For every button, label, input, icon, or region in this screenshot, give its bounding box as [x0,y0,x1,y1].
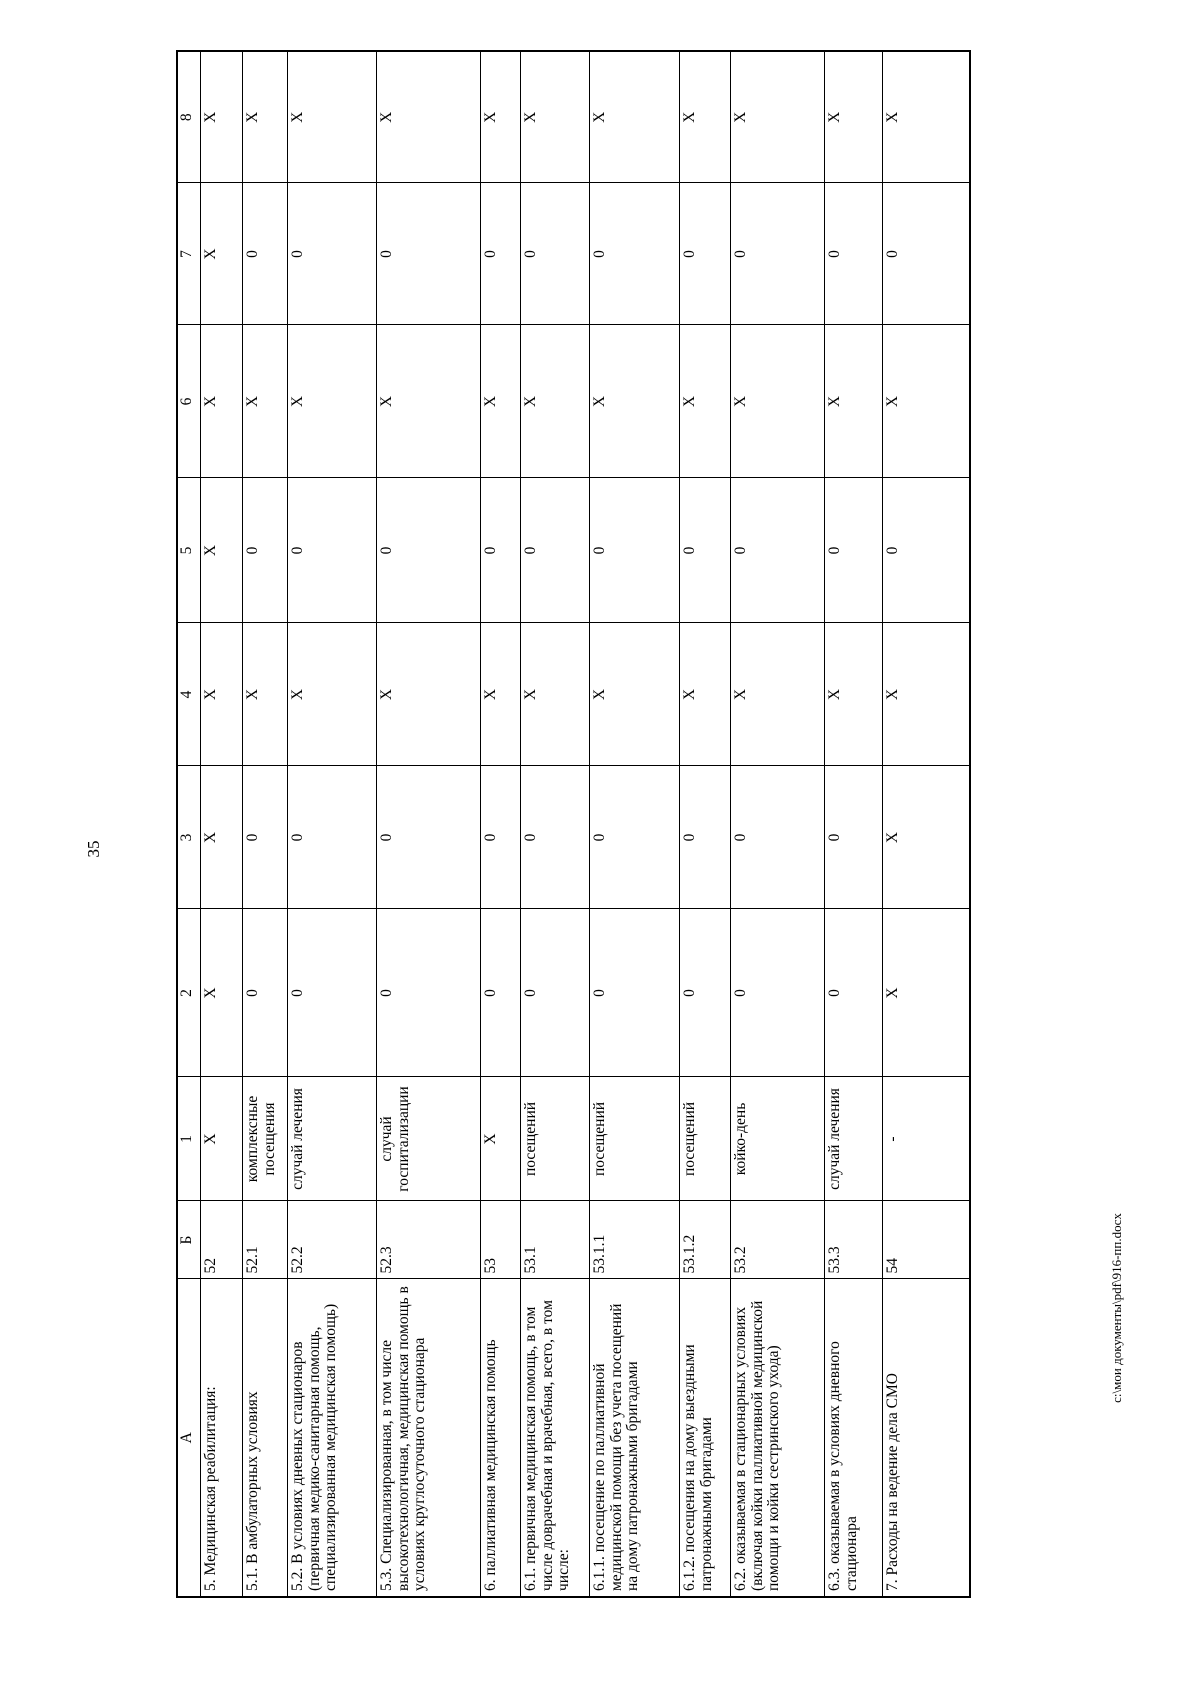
row-value-cell: Х [680,325,731,478]
row-name-cell: 6. паллиативная медицинская помощь [481,1279,521,1597]
row-value-cell: 0 [377,909,481,1077]
header-col-4: 4 [177,623,201,766]
row-value-cell: 0 [680,766,731,909]
row-name-cell: 6.1.1. посещение по паллиативной медицинской помощи без учета посещений на дому патронажными бригадами [590,1279,680,1597]
row-unit-cell: посещений [590,1077,680,1201]
row-code-cell: 53.3 [825,1201,883,1279]
row-name-cell: 5.2. В условиях дневных стационаров (первичная медико-санитарная помощь, специализированная медицинская помощь) [288,1279,377,1597]
row-value-cell: Х [680,623,731,766]
row-code-cell: 52.3 [377,1201,481,1279]
row-value-cell: Х [825,623,883,766]
row-value-cell: 0 [825,766,883,909]
row-name-cell: 7. Расходы на ведение дела СМО [883,1279,970,1597]
header-col-8: 8 [177,51,201,183]
row-name-cell: 5. Медицинская реабилитация: [201,1279,243,1597]
header-col-b: Б [177,1201,201,1279]
row-value-cell: 0 [731,909,825,1077]
row-value-cell: Х [731,51,825,183]
row-value-cell: 0 [288,183,377,325]
row-value-cell: Х [883,51,970,183]
row-value-cell: Х [521,623,590,766]
row-code-cell: 52.1 [243,1201,288,1279]
table-row [481,51,521,1597]
row-value-cell: Х [883,766,970,909]
row-value-cell: 0 [521,766,590,909]
row-value-cell: 0 [590,478,680,623]
row-value-cell: 0 [590,183,680,325]
row-name-cell: 5.1. В амбулаторных условиях [243,1279,288,1597]
row-value-cell: Х [590,623,680,766]
table-row [201,51,243,1597]
row-value-cell: Х [481,623,521,766]
row-unit-cell: - [883,1077,970,1201]
row-value-cell: Х [288,325,377,478]
row-code-cell: 53.1.1 [590,1201,680,1279]
row-value-cell: Х [243,623,288,766]
row-value-cell: Х [201,478,243,623]
row-value-cell: Х [680,51,731,183]
row-value-cell: Х [377,325,481,478]
header-col-6: 6 [177,325,201,478]
row-value-cell: 0 [680,478,731,623]
page-number: 35 [84,840,103,858]
row-value-cell: 0 [288,478,377,623]
row-value-cell: 0 [481,478,521,623]
row-code-cell: 53.2 [731,1201,825,1279]
row-code-cell: 53.1 [521,1201,590,1279]
row-value-cell: 0 [377,766,481,909]
row-value-cell: Х [825,51,883,183]
row-value-cell: Х [243,325,288,478]
row-code-cell: 54 [883,1201,970,1279]
row-value-cell: 0 [521,478,590,623]
table-row [883,51,970,1597]
row-value-cell: Х [590,325,680,478]
row-name-cell: 6.2. оказываемая в стационарных условиях (включая койки паллиативной медицинской помощи и койки сестринского ухода) [731,1279,825,1597]
row-value-cell: 0 [243,478,288,623]
row-unit-cell: случай госпитализации [377,1077,481,1201]
row-value-cell: 0 [825,478,883,623]
table-row [243,51,288,1597]
row-value-cell: 0 [243,766,288,909]
rotated-table-wrapper [176,52,975,1598]
row-value-cell: 0 [883,478,970,623]
row-value-cell: 0 [680,183,731,325]
row-code-cell: 53.1.2 [680,1201,731,1279]
table-row [521,51,590,1597]
row-value-cell: Х [883,325,970,478]
header-col-7: 7 [177,183,201,325]
row-value-cell: 0 [243,183,288,325]
row-value-cell: Х [201,51,243,183]
row-value-cell: 0 [288,909,377,1077]
row-value-cell: 0 [883,183,970,325]
data-table [176,50,971,1598]
header-col-a: А [177,1279,201,1597]
table-row [377,51,481,1597]
row-value-cell: Х [288,623,377,766]
header-col-2: 2 [177,909,201,1077]
footer-file-path: c:\мои документы\pdf\916-пп.docx [1109,1213,1124,1403]
row-value-cell: 0 [731,183,825,325]
table-row [288,51,377,1597]
row-value-cell: 0 [377,478,481,623]
row-value-cell: 0 [825,909,883,1077]
row-code-cell: 53 [481,1201,521,1279]
row-name-cell: 6.3. оказываемая в условиях дневного стационара [825,1279,883,1597]
row-value-cell: Х [731,325,825,478]
row-unit-cell: случай лечения [288,1077,377,1201]
row-value-cell: Х [481,325,521,478]
header-col-3: 3 [177,766,201,909]
header-col-5: 5 [177,478,201,623]
row-value-cell: 0 [521,183,590,325]
row-code-cell: 52.2 [288,1201,377,1279]
row-value-cell: Х [243,51,288,183]
row-value-cell: Х [201,623,243,766]
row-value-cell: 0 [680,909,731,1077]
row-value-cell: Х [377,623,481,766]
row-value-cell: 0 [481,909,521,1077]
row-value-cell: Х [201,183,243,325]
row-value-cell: 0 [731,766,825,909]
row-name-cell: 5.3. Специализированная, в том числе высокотехнологичная, медицинская помощь в условиях круглосуточного стационара [377,1279,481,1597]
row-unit-cell: Х [201,1077,243,1201]
table-row [680,51,731,1597]
row-name-cell: 6.1.2. посещения на дому выездными патронажными бригадами [680,1279,731,1597]
row-value-cell: Х [201,909,243,1077]
row-value-cell: Х [521,325,590,478]
row-value-cell: 0 [288,766,377,909]
row-name-cell: 6.1. первичная медицинская помощь, в том числе доврачебная и врачебная, всего, в том числе: [521,1279,590,1597]
row-value-cell: Х [201,766,243,909]
header-col-1: 1 [177,1077,201,1201]
row-value-cell: Х [731,623,825,766]
row-value-cell: 0 [521,909,590,1077]
row-value-cell: Х [825,325,883,478]
row-value-cell: 0 [481,183,521,325]
row-value-cell: Х [288,51,377,183]
row-value-cell: Х [481,51,521,183]
row-value-cell: Х [883,623,970,766]
row-value-cell: Х [521,51,590,183]
table-row [731,51,825,1597]
row-value-cell: 0 [377,183,481,325]
row-unit-cell: посещений [521,1077,590,1201]
row-value-cell: Х [201,325,243,478]
row-value-cell: 0 [825,183,883,325]
row-value-cell: Х [590,51,680,183]
row-unit-cell: случай лечения [825,1077,883,1201]
row-value-cell: 0 [590,909,680,1077]
row-unit-cell: койко-день [731,1077,825,1201]
row-unit-cell: комплексные посещения [243,1077,288,1201]
row-value-cell: Х [377,51,481,183]
row-value-cell: 0 [243,909,288,1077]
row-value-cell: 0 [590,766,680,909]
row-unit-cell: Х [481,1077,521,1201]
row-value-cell: 0 [731,478,825,623]
table-row [825,51,883,1597]
table-row [590,51,680,1597]
row-code-cell: 52 [201,1201,243,1279]
row-unit-cell: посещений [680,1077,731,1201]
table-header-row [177,51,201,1597]
row-value-cell: Х [883,909,970,1077]
row-value-cell: 0 [481,766,521,909]
